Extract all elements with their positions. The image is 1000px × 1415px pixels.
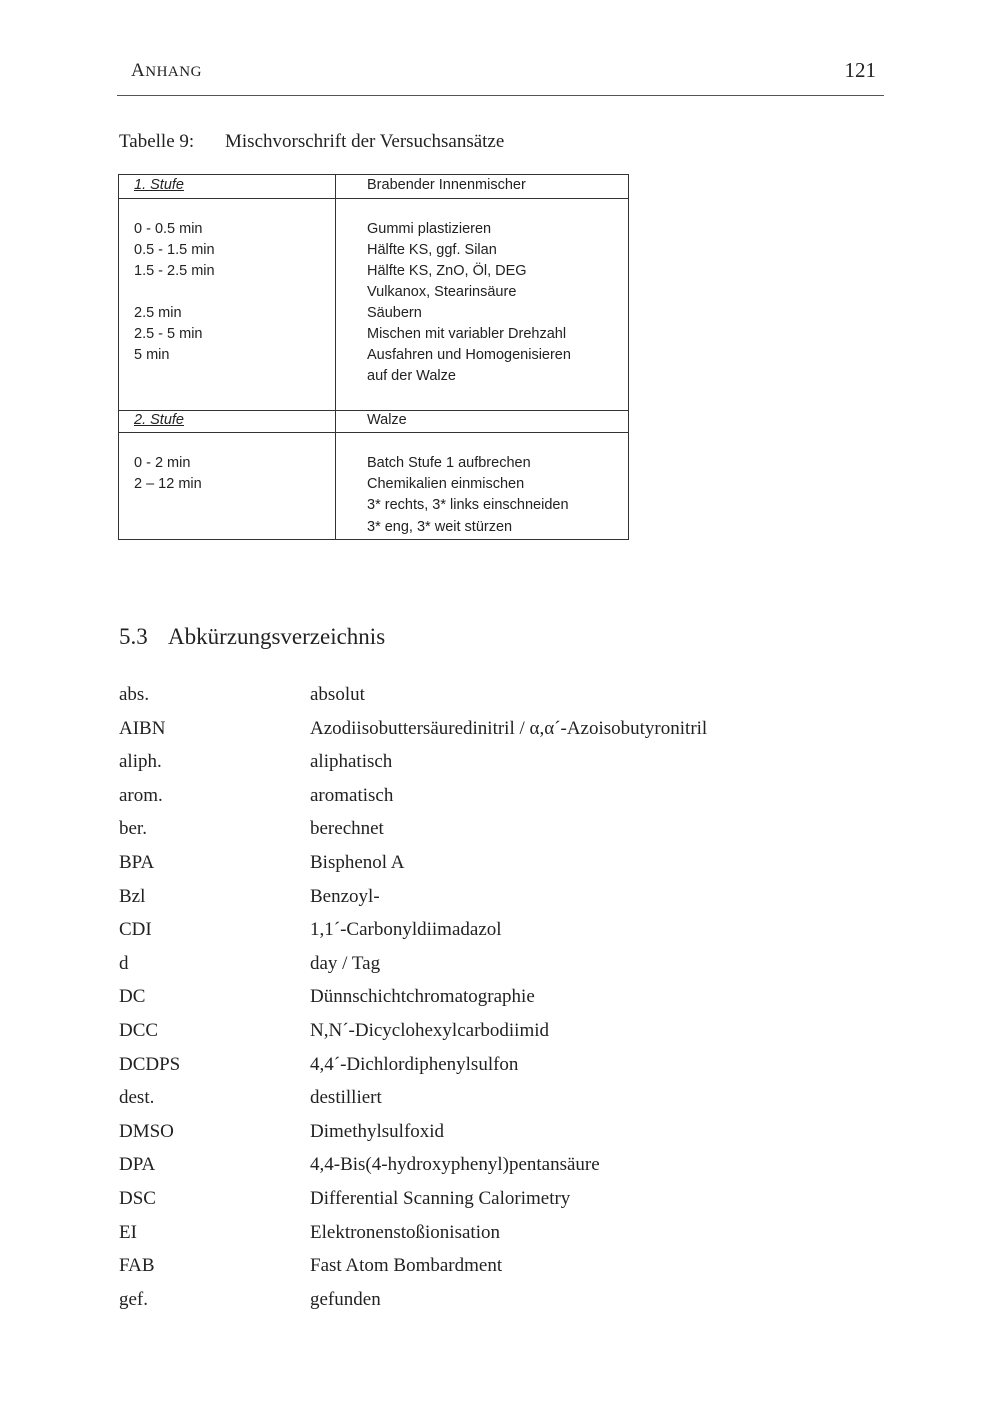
table-column-divider [335, 175, 336, 539]
abbreviation-row [119, 1020, 879, 1054]
abbreviation-meaning: 1,1´-Carbonyldiimadazol [310, 919, 502, 941]
step-cell: Gummi plastizieren [367, 221, 492, 237]
abbreviation-row [119, 1154, 879, 1188]
stage-2-machine: Walze [367, 412, 407, 428]
step-cell: 3* eng, 3* weit stürzen [367, 519, 513, 535]
abbreviation: FAB [119, 1255, 155, 1277]
time-cell: 2.5 min [134, 305, 182, 321]
abbreviation-row [119, 1188, 879, 1222]
abbreviation: DCDPS [119, 1053, 181, 1075]
abbreviation-meaning: destilliert [310, 1087, 382, 1109]
abbreviation: gef. [119, 1288, 149, 1310]
abbreviation-row [119, 718, 879, 752]
abbreviation: aliph. [119, 751, 162, 773]
abbreviation-row [119, 953, 879, 987]
time-cell: 5 min [134, 347, 170, 363]
step-cell: Vulkanox, Stearinsäure [367, 284, 517, 300]
abbreviation: DMSO [119, 1120, 174, 1142]
abbreviation: dest. [119, 1087, 155, 1109]
abbreviation-meaning: gefunden [310, 1288, 381, 1310]
header-rest: NHANG [145, 64, 202, 80]
abbreviation-meaning: day / Tag [310, 952, 381, 974]
step-cell: Chemikalien einmischen [367, 476, 525, 492]
abbreviation-meaning: aromatisch [310, 784, 394, 806]
stage-1-machine: Brabender Innenmischer [367, 177, 526, 193]
abbreviation-meaning: Benzoyl- [310, 885, 380, 907]
abbreviation-row [119, 886, 879, 920]
abbreviation-meaning: Differential Scanning Calorimetry [310, 1187, 571, 1209]
abbreviation-meaning: Dünnschichtchromatographie [310, 986, 535, 1008]
table-rule [119, 198, 628, 199]
abbreviation-row [119, 684, 879, 718]
abbreviation-row [119, 986, 879, 1020]
abbreviation: DSC [119, 1187, 156, 1209]
running-header [131, 60, 202, 82]
abbreviation-row [119, 818, 879, 852]
abbreviation-row [119, 1054, 879, 1088]
step-cell: Ausfahren und Homogenisieren [367, 347, 571, 363]
stage-2-steps [367, 453, 569, 538]
step-cell: Hälfte KS, ZnO, Öl, DEG [367, 263, 527, 279]
time-cell: 0 - 0.5 min [134, 221, 203, 237]
step-cell: Säubern [367, 305, 422, 321]
abbreviation-row [119, 1289, 879, 1323]
abbreviation: ber. [119, 818, 147, 840]
abbreviation: DPA [119, 1154, 156, 1176]
abbreviation-meaning: berechnet [310, 818, 384, 840]
abbreviation: arom. [119, 784, 163, 806]
abbreviation-row [119, 751, 879, 785]
abbreviation-meaning: Fast Atom Bombardment [310, 1255, 503, 1277]
abbreviation-row [119, 785, 879, 819]
time-cell-empty [134, 282, 215, 303]
abbreviation-meaning: Azodiisobuttersäuredinitril / α,α´-Azoisobutyronitril [310, 717, 708, 739]
stage-1-steps [367, 219, 571, 387]
abbreviation-row [119, 852, 879, 886]
abbreviation-meaning: Bisphenol A [310, 851, 405, 873]
page-number: 121 [844, 58, 876, 82]
abbreviation-meaning: N,N´-Dicyclohexylcarbodiimid [310, 1019, 550, 1041]
time-cell: 0 - 2 min [134, 455, 191, 471]
stage-1-label: 1. Stufe [134, 177, 184, 193]
step-cell: 3* rechts, 3* links einschneiden [367, 497, 569, 513]
stage-2-label: 2. Stufe [134, 412, 184, 428]
time-cell: 1.5 - 2.5 min [134, 263, 215, 279]
abbreviation: CDI [119, 919, 152, 941]
section-title-text: Abkürzungsverzeichnis [168, 624, 386, 649]
abbreviation-meaning: Elektronenstoßionisation [310, 1221, 500, 1243]
abbreviation-meaning: aliphatisch [310, 751, 393, 773]
step-cell: auf der Walze [367, 368, 456, 384]
abbreviation-meaning: 4,4-Bis(4-hydroxyphenyl)pentansäure [310, 1154, 600, 1176]
abbreviation-row [119, 1087, 879, 1121]
header-initial: A [131, 60, 146, 81]
abbreviation: AIBN [119, 717, 166, 739]
abbreviation-meaning: 4,4´-Dichlordiphenylsulfon [310, 1053, 519, 1075]
abbreviation: Bzl [119, 885, 146, 907]
stage-2-times [134, 453, 202, 495]
header-rule [117, 95, 884, 96]
abbreviation-row [119, 919, 879, 953]
time-cell: 2.5 - 5 min [134, 326, 203, 342]
table-caption-text: Mischvorschrift der Versuchsansätze [225, 131, 505, 152]
abbreviation-row [119, 1121, 879, 1155]
abbreviation-meaning: Dimethylsulfoxid [310, 1120, 445, 1142]
abbreviation: DC [119, 986, 146, 1008]
time-cell: 2 – 12 min [134, 476, 202, 492]
abbreviation-meaning: absolut [310, 684, 365, 705]
abbreviation: BPA [119, 851, 155, 873]
time-cell: 0.5 - 1.5 min [134, 242, 215, 258]
abbreviation: EI [119, 1221, 137, 1243]
table-caption-number: Tabelle 9: [119, 131, 195, 152]
abbreviation: DCC [119, 1019, 159, 1041]
step-cell: Mischen mit variabler Drehzahl [367, 326, 567, 342]
step-cell: Batch Stufe 1 aufbrechen [367, 455, 531, 471]
table-rule [119, 432, 628, 433]
abbreviation: abs. [119, 684, 150, 705]
abbreviation-row [119, 1255, 879, 1289]
step-cell: Hälfte KS, ggf. Silan [367, 242, 497, 258]
abbreviation-row [119, 1222, 879, 1256]
mixing-table [118, 174, 629, 540]
table-caption [119, 131, 504, 153]
stage-1-times [134, 219, 215, 366]
abbreviation: d [119, 952, 129, 974]
abbreviation-list [119, 684, 879, 1322]
section-number: 5.3 [119, 624, 148, 649]
section-heading [119, 624, 385, 650]
